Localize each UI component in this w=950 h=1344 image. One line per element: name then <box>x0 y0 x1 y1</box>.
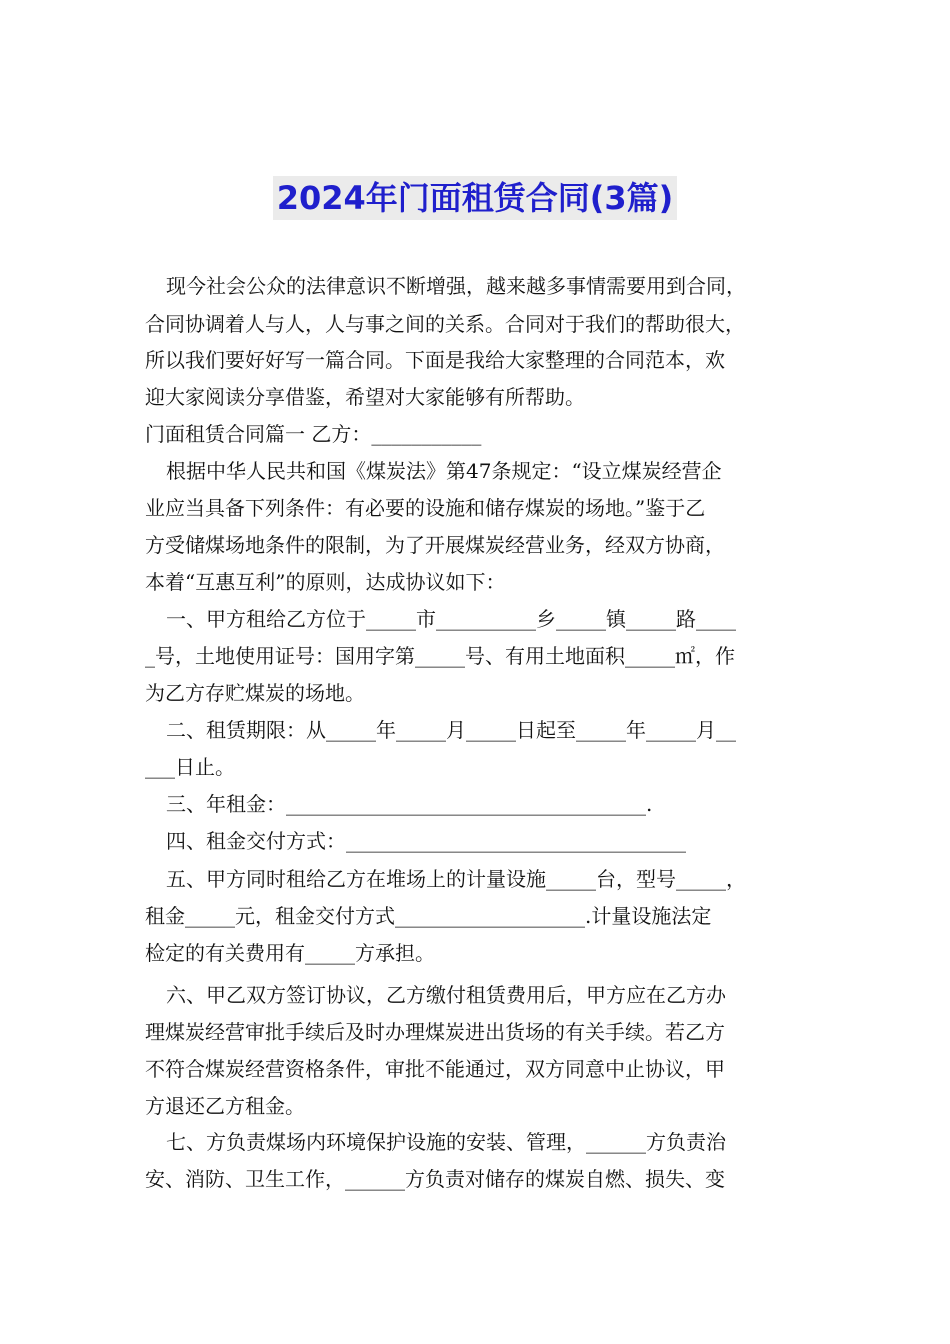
clause-line: 二、租赁期限：从_____年_____月_____日起至_____年_____月__ <box>166 718 736 742</box>
paragraph-line: 合同协调着人与人，人与事之间的关系。合同对于我们的帮助很大， <box>145 312 745 336</box>
clause-line: 五、甲方同时租给乙方在堆场上的计量设施_____台，型号_____， <box>166 867 746 891</box>
paragraph-line: 所以我们要好好写一篇合同。下面是我给大家整理的合同范本，欢 <box>145 348 725 372</box>
clause-line: 不符合煤炭经营资格条件，审批不能通过，双方同意中止协议，甲 <box>145 1057 725 1081</box>
section-heading-line: 门面租赁合同篇一 乙方：___________ <box>145 422 482 446</box>
clause-line: ___日止。 <box>145 755 235 779</box>
clause-line: 方退还乙方租金。 <box>145 1094 305 1118</box>
clause-line: 检定的有关费用有_____方承担。 <box>145 941 435 965</box>
clause-line: 安、消防、卫生工作，______方负责对储存的煤炭自燃、损失、变 <box>145 1167 725 1191</box>
paragraph-line: 业应当具备下列条件：有必要的设施和储存煤炭的场地。”鉴于乙 <box>145 496 706 520</box>
clause-line: 一、甲方租给乙方位于_____市__________乡_____镇_____路____ <box>166 607 736 631</box>
clause-line: 三、年租金：____________________________________. <box>166 792 653 816</box>
paragraph-line: 本着“互惠互利”的原则，达成协议如下： <box>145 570 506 594</box>
paragraph-line: 根据中华人民共和国《煤炭法》第47条规定：“设立煤炭经营企 <box>166 459 722 483</box>
clause-line: 四、租金交付方式：__________________________________ <box>166 829 686 853</box>
document-title: 2024年门面租赁合同(3篇) <box>273 176 678 220</box>
paragraph-line: 现今社会公众的法律意识不断增强，越来越多事情需要用到合同， <box>166 274 746 298</box>
clause-line: 租金_____元，租金交付方式___________________.计量设施法定 <box>145 904 712 928</box>
clause-line: 六、甲乙双方签订协议，乙方缴付租赁费用后，甲方应在乙方办 <box>166 983 726 1007</box>
clause-line: 为乙方存贮煤炭的场地。 <box>145 681 365 705</box>
clause-line: _号，土地使用证号：国用字第_____号、有用土地面积_____㎡，作 <box>145 644 735 668</box>
paragraph-line: 迎大家阅读分享借鉴，希望对大家能够有所帮助。 <box>145 385 585 409</box>
clause-line: 理煤炭经营审批手续后及时办理煤炭进出货场的有关手续。若乙方 <box>145 1020 725 1044</box>
title-wrap <box>0 176 950 220</box>
clause-line: 七、方负责煤场内环境保护设施的安装、管理，______方负责治 <box>166 1130 726 1154</box>
paragraph-line: 方受储煤场地条件的限制，为了开展煤炭经营业务，经双方协商， <box>145 533 725 557</box>
